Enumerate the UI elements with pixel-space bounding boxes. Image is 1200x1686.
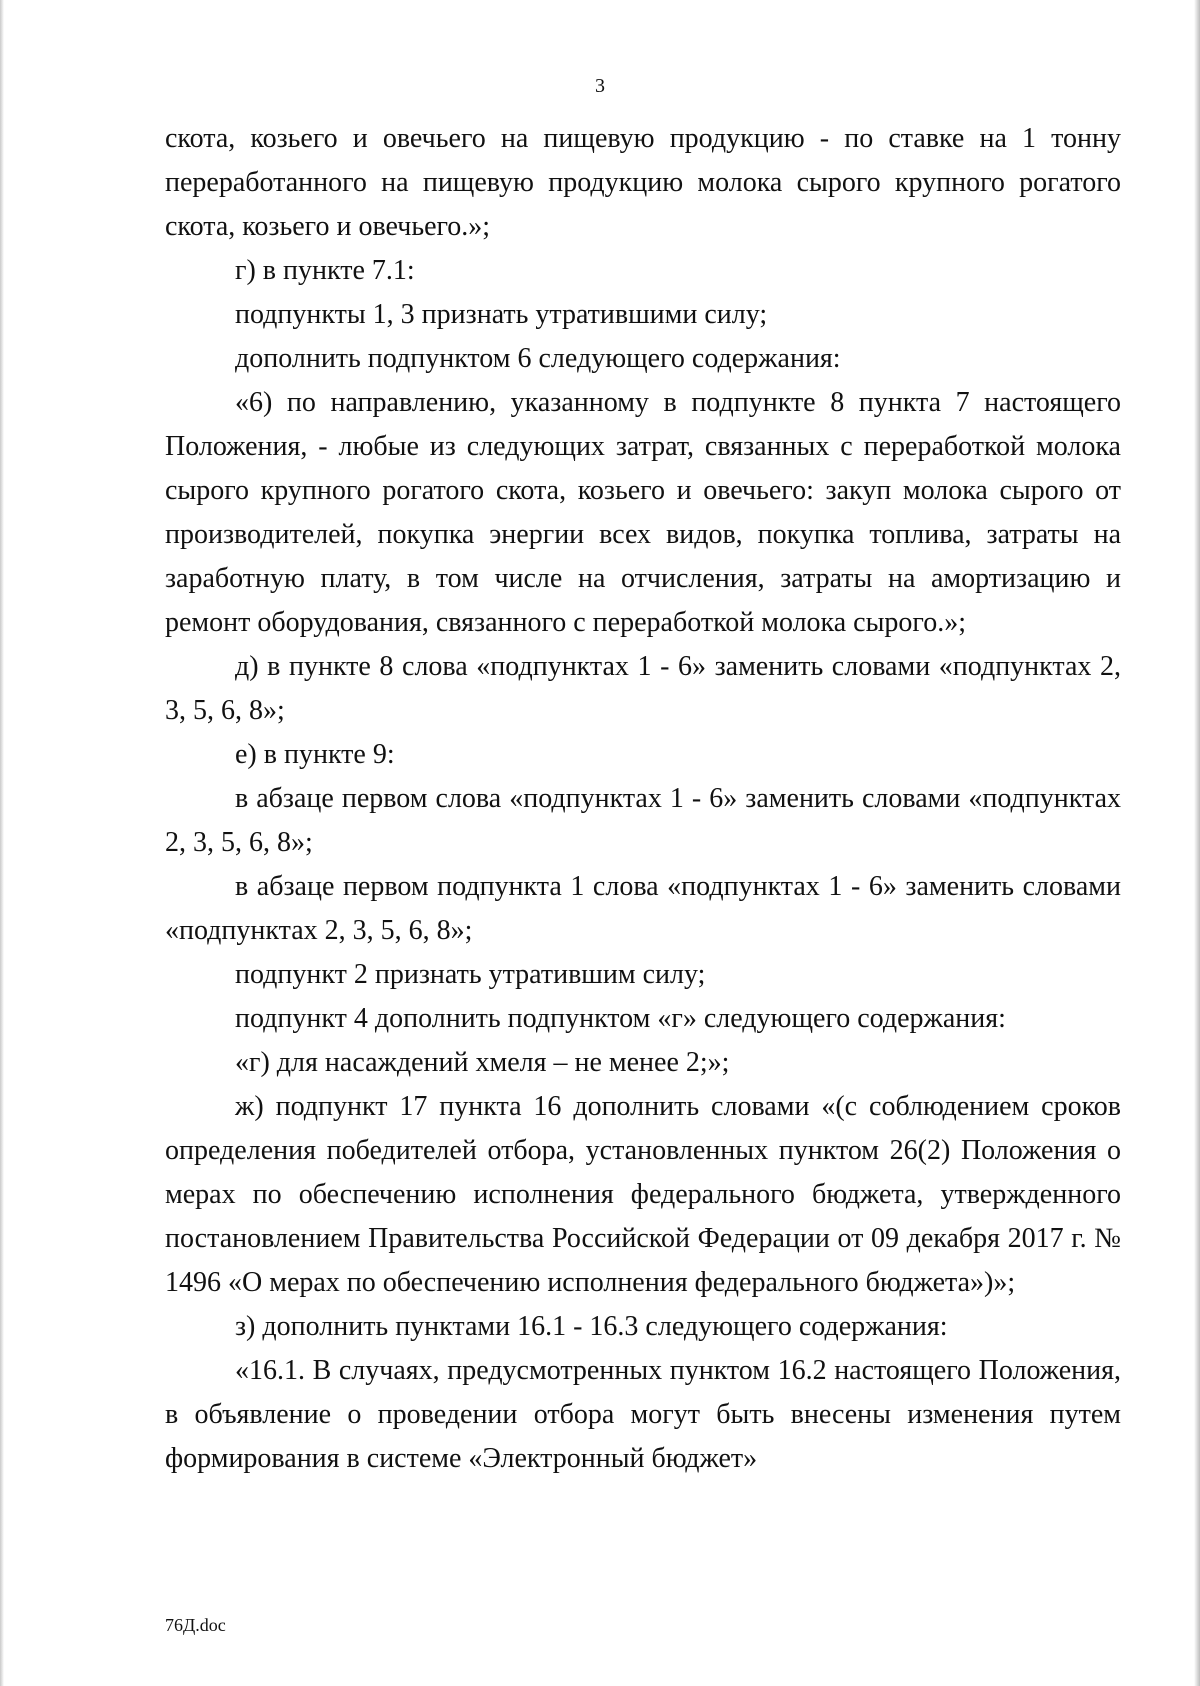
paragraph: в абзаце первом подпункта 1 слова «подпунктах 1 - 6» заменить словами «подпунктах 2, 3, 5, 6, 8»;: [165, 871, 1121, 946]
paragraph-quote-6: «6) по направлению, указанному в подпункте 8 пункта 7 настоящего Положения, - любые из следующих затрат, связанных с переработкой молока сырого крупного рогатого скота, козьего и овечьего: закуп молока сырого от производителей, покупка энергии всех видов, покупка топлива, затраты на заработную плату, в том числе на отчисления, затраты на амортизацию и ремонт оборудования, связанного с переработкой молока сырого.»;: [165, 387, 1121, 638]
paragraph: подпункт 2 признать утратившим силу;: [235, 959, 706, 990]
paragraph-quote-16-1: «16.1. В случаях, предусмотренных пунктом 16.2 настоящего Положения, в объявление о проведении отбора могут быть внесены изменения путем формирования в системе «Электронный бюджет»: [165, 1355, 1121, 1474]
paragraph: в абзаце первом слова «подпунктах 1 - 6» заменить словами «подпунктах 2, 3, 5, 6, 8»;: [165, 783, 1121, 858]
document-body: [165, 117, 1121, 1481]
paragraph: подпункт 4 дополнить подпунктом «г» следующего содержания:: [235, 1003, 1006, 1034]
paragraph-item-zh: ж) подпункт 17 пункта 16 дополнить словами «(с соблюдением сроков определения победителей отбора, установленных пунктом 26(2) Положения о мерах по обеспечению исполнения федерального бюджета, утвержденного постановлением Правительства Российской Федерации от 09 декабря 2017 г. № 1496 «О мерах по обеспечению исполнения федерального бюджета»)»;: [165, 1091, 1121, 1298]
paragraph: дополнить подпунктом 6 следующего содержания:: [235, 343, 841, 374]
paragraph-continuation: скота, козьего и овечьего на пищевую продукцию - по ставке на 1 тонну переработанного на пищевую продукцию молока сырого крупного рогатого скота, козьего и овечьего.»;: [165, 123, 1121, 242]
scan-edge-left: [0, 0, 4, 1686]
paragraph-item-z: з) дополнить пунктами 16.1 - 16.3 следующего содержания:: [235, 1311, 948, 1342]
paragraph-item-g: г) в пункте 7.1:: [235, 255, 415, 286]
paragraph-item-e: е) в пункте 9:: [235, 739, 395, 770]
paragraph: подпункты 1, 3 признать утратившими силу;: [235, 299, 768, 330]
page-number: 3: [595, 75, 605, 97]
paragraph-item-d: д) в пункте 8 слова «подпунктах 1 - 6» заменить словами «подпунктах 2, 3, 5, 6, 8»;: [165, 651, 1121, 726]
scan-edge-right: [1194, 0, 1200, 1686]
paragraph-quote-g: «г) для насаждений хмеля – не менее 2;»;: [235, 1047, 730, 1078]
footer-filename: 76Д.doc: [165, 1615, 226, 1635]
